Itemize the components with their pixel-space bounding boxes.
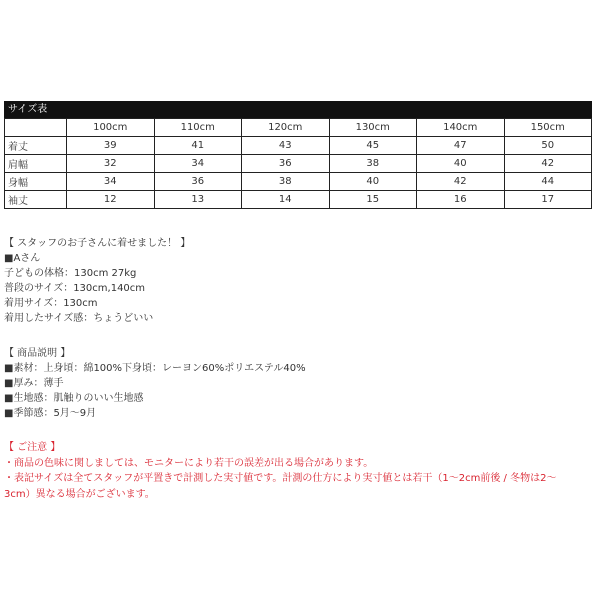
table-cell: 16 (417, 191, 505, 209)
notes-section (4, 440, 596, 502)
table-row (5, 173, 592, 191)
table-cell: 43 (242, 137, 330, 155)
row-label: 肩幅 (5, 155, 67, 173)
table-cell: 34 (154, 155, 242, 173)
size-column-header: 110cm (154, 119, 242, 137)
row-label: 着丈 (5, 137, 67, 155)
table-cell: 50 (504, 137, 592, 155)
size-column-header: 100cm (67, 119, 155, 137)
size-column-header: 130cm (329, 119, 417, 137)
table-cell: 41 (154, 137, 242, 155)
child-build: 子どもの体格：130cm 27kg (4, 268, 137, 279)
table-cell: 47 (417, 137, 505, 155)
section-heading: 【 ご注意 】 (4, 442, 61, 453)
fabric-feel-line: ■生地感：肌触りのいい生地感 (4, 393, 144, 404)
size-table-title: サイズ表 (4, 101, 592, 118)
table-cell: 40 (329, 173, 417, 191)
section-heading: 【 スタッフのお子さんに着せました！ 】 (4, 238, 191, 249)
table-cell: 34 (67, 173, 155, 191)
row-label: 身幅 (5, 173, 67, 191)
section-heading: 【 商品説明 】 (4, 348, 71, 359)
table-cell: 44 (504, 173, 592, 191)
size-column-header: 150cm (504, 119, 592, 137)
note-item: ・表記サイズは全てスタッフが平置きで計測した実寸値です。計測の仕方により実寸値とは若干（1～2cm前後 / 冬物は2～ (4, 473, 557, 484)
row-label: 袖丈 (5, 191, 67, 209)
corner-cell (5, 119, 67, 137)
table-cell: 14 (242, 191, 330, 209)
table-cell: 39 (67, 137, 155, 155)
size-table-header-row (5, 119, 592, 137)
thickness-line: ■厚み：薄手 (4, 378, 64, 389)
material-line: ■素材：上身頃：綿100%下身頃：レーヨン60%ポリエステル40% (4, 363, 306, 374)
fit-impression: 着用したサイズ感：ちょうどいい (4, 313, 154, 324)
table-cell: 45 (329, 137, 417, 155)
worn-size: 着用サイズ：130cm (4, 298, 98, 309)
table-cell: 15 (329, 191, 417, 209)
table-cell: 17 (504, 191, 592, 209)
table-row (5, 137, 592, 155)
table-cell: 38 (242, 173, 330, 191)
table-cell: 12 (67, 191, 155, 209)
table-cell: 13 (154, 191, 242, 209)
usual-size: 普段のサイズ：130cm,140cm (4, 283, 146, 294)
staff-name: ■Aさん (4, 253, 41, 264)
table-cell: 40 (417, 155, 505, 173)
table-cell: 38 (329, 155, 417, 173)
table-cell: 42 (504, 155, 592, 173)
table-cell: 36 (242, 155, 330, 173)
size-column-header: 120cm (242, 119, 330, 137)
table-cell: 42 (417, 173, 505, 191)
size-table (4, 118, 592, 209)
season-line: ■季節感：5月～9月 (4, 408, 97, 419)
product-description-section (4, 346, 596, 421)
table-cell: 36 (154, 173, 242, 191)
size-column-header: 140cm (417, 119, 505, 137)
staff-fitting-section (4, 236, 596, 326)
note-item: 3cm）異なる場合がございます。 (4, 488, 155, 500)
table-row (5, 155, 592, 173)
note-item: ・商品の色味に関しましては、モニターにより若干の誤差が出る場合があります。 (4, 457, 374, 469)
table-row (5, 191, 592, 209)
table-cell: 32 (67, 155, 155, 173)
